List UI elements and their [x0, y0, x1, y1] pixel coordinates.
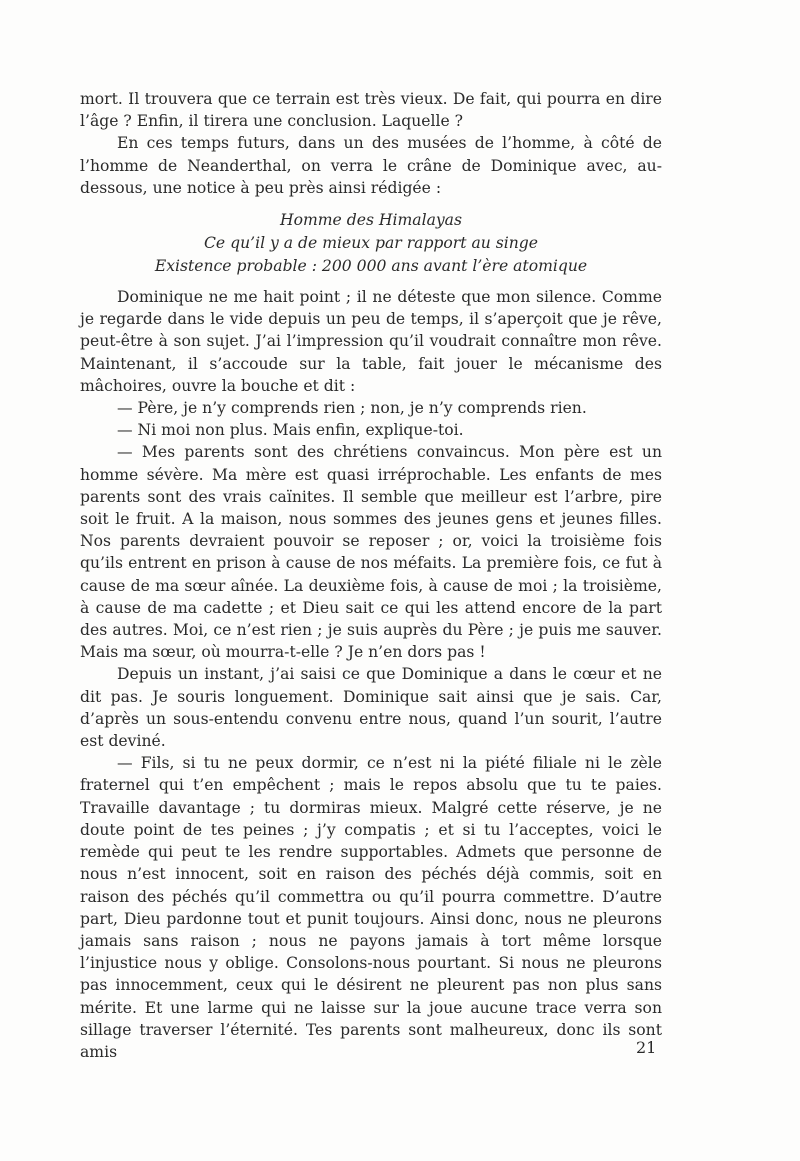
- paragraph: Dominique ne me hait point ; il ne déteste que mon silence. Comme je regarde dans le vide depuis un peu de temps, il s’aperçoit que je rêve, peut-être à son sujet. J’ai l’impression qu’il voudrait connaître mon rêve. Maintenant, il s’accoude sur la table, fait jouer le mécanisme des mâchoires, ouvre la bouche et dit :: [80, 288, 662, 395]
- paragraph-continuation: mort. Il trouvera que ce terrain est très vieux. De fait, qui pourra en dire l’âge ? Enfin, il tirera une conclusion. Laquelle ?: [80, 90, 662, 131]
- body-text: [80, 88, 662, 1063]
- dialogue-line: — Ni moi non plus. Mais enfin, explique-toi.: [117, 421, 464, 440]
- paragraph: En ces temps futurs, dans un des musées de l’homme, à côté de l’homme de Neanderthal, on verra le crâne de Dominique avec, au-dessous, une notice à peu près ainsi rédigée :: [80, 134, 662, 197]
- dialogue-line: — Père, je n’y comprends rien ; non, je n’y comprends rien.: [117, 399, 587, 418]
- notice-line: Homme des Himalayas: [280, 211, 462, 230]
- museum-notice: [80, 209, 662, 278]
- dialogue-line: — Mes parents sont des chrétiens convaincus. Mon père est un homme sévère. Ma mère est quasi irréprochable. Les enfants de mes parents sont des vrais caïnites. Il semble que meilleur est l’arbre, pire soit le fruit. A la maison, nous sommes des jeunes gens et jeunes filles. Nos parents devraient pouvoir se reposer ; or, voici la troisième fois qu’ils entrent en prison à cause de nos méfaits. La première fois, ce fut à cause de ma sœur aînée. La deuxième fois, à cause de moi ; la troisième, à cause de ma cadette ; et Dieu sait ce qui les attend encore de la part des autres. Moi, ce n’est rien ; je suis auprès du Père ; je puis me sauver. Mais ma sœur, où mourra-t-elle ? Je n’en dors pas !: [80, 443, 662, 662]
- notice-line: Existence probable : 200 000 ans avant l’ère atomique: [154, 257, 588, 276]
- notice-line: Ce qu’il y a de mieux par rapport au singe: [203, 234, 539, 253]
- dialogue-line: — Fils, si tu ne peux dormir, ce n’est ni la piété filiale ni le zèle fraternel qui t’en empêchent ; mais le repos absolu que tu te paies. Travaille davantage ; tu dormiras mieux. Malgré cette réserve, je ne doute point de tes peines ; j’y compatis ; et si tu l’acceptes, voici le remède qui peut te les rendre supportables. Admets que personne de nous n’est innocent, soit en raison des péchés déjà commis, soit en raison des péchés qu’il commettra ou qu’il pourra commettre. D’autre part, Dieu pardonne tout et punit toujours. Ainsi donc, nous ne pleurons jamais sans raison ; nous ne payons jamais à tort même lorsque l’injustice nous y oblige. Consolons-nous pourtant. Si nous ne pleurons pas innocemment, ceux qui le désirent ne pleurent pas non plus sans mérite. Et une larme qui ne laisse sur la joue aucune trace verra son sillage traverser l’éternité. Tes parents sont malheureux, donc ils sont amis: [80, 754, 662, 1061]
- page-number: 21: [636, 1038, 657, 1057]
- paragraph: Depuis un instant, j’ai saisi ce que Dominique a dans le cœur et ne dit pas. Je souris longuement. Dominique sait ainsi que je sais. Car, d’après un sous-entendu convenu entre nous, quand l’un sourit, l’autre est deviné.: [80, 665, 662, 751]
